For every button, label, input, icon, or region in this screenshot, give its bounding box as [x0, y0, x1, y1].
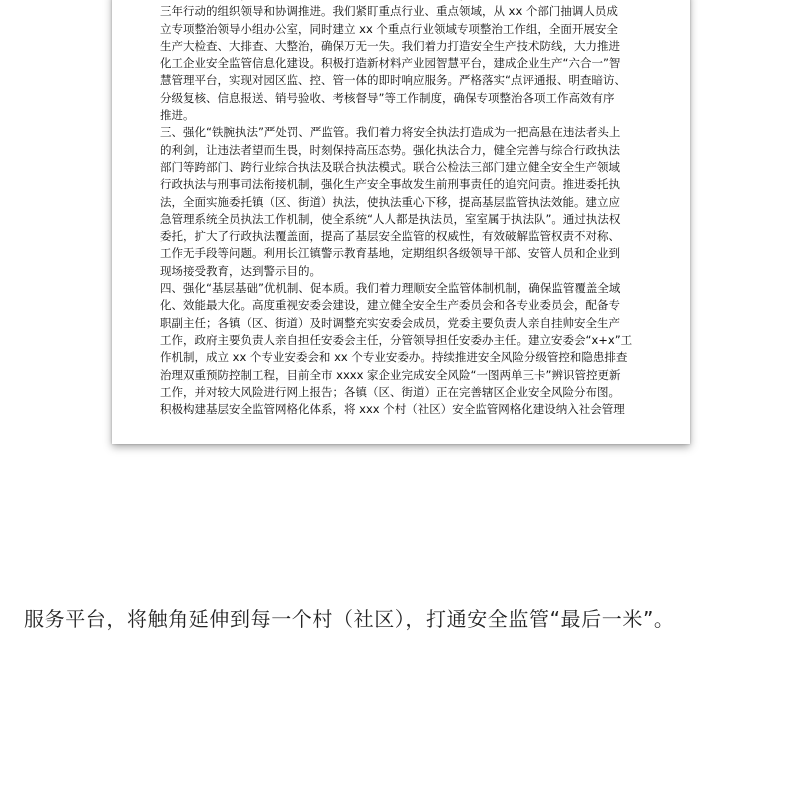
document-line: 三、强化“铁腕执法”严处罚、严监管。我们着力将安全执法打造成为一把高悬在违法者头上	[160, 125, 621, 140]
document-line: 积极构建基层安全监管网格化体系，将 xxx 个村（社区）安全监管网格化建设纳入社会管理	[160, 402, 625, 417]
document-body	[160, 0, 660, 418]
document-line: 委托，扩大了行政执法覆盖面，提高了基层安全监管的权威性，有效破解监管权责不对称、	[160, 229, 620, 244]
document-line: 慧管理平台，实现对园区监、控、管一体的即时响应服务。严格落实“点评通报、明查暗访、	[160, 73, 626, 88]
document-line: 立专项整治领导小组办公室，同时建立 xx 个重点行业领域专项整治工作组，全面开展安全	[160, 21, 618, 36]
document-line: 法，全面实施委托镇（区、街道）执法，使执法重心下移，提高基层监管执法效能。建立应	[160, 194, 620, 209]
document-line: 四、强化“基层基础”优机制、促本质。我们着力理顺安全监管体制机制，确保监管覆盖全域	[160, 281, 621, 296]
document-line: 三年行动的组织领导和协调推进。我们紧盯重点行业、重点领域，从 xx 个部门抽调人员成	[160, 4, 618, 19]
document-line: 行政执法与刑事司法衔接机制，强化生产安全事故发生前刑事责任的追究问责。推进委托执	[160, 177, 620, 192]
document-page	[112, 0, 690, 444]
document-line: 生产大检查、大排查、大整治，确保万无一失。我们着力打造安全生产技术防线，大力推进	[160, 38, 620, 53]
document-line: 部门等跨部门、跨行业综合执法及联合执法模式。联合公检法三部门建立健全安全生产领域	[160, 159, 620, 174]
document-line: 工作，政府主要负责人亲自担任安委会主任，分管领导担任安委办主任。建立安委会“x+x”工	[160, 332, 633, 347]
document-line: 职副主任；各镇（区、街道）及时调整充实安委会成员，党委主要负责人亲自挂帅安全生产	[160, 315, 620, 330]
document-line: 现场接受教育，达到警示目的。	[160, 263, 321, 278]
document-line: 治理双重预防控制工程，目前全市 xxxx 家企业完成安全风险“一图两单三卡”辨识管控更新	[160, 367, 621, 382]
caption-text: 服务平台，将触角延伸到每一个村（社区），打通安全监管“最后一米”。	[24, 607, 675, 631]
document-line: 推进。	[160, 108, 195, 123]
document-line: 工作无手段等问题。利用长江镇警示教育基地，定期组织各级领导干部、安管人员和企业到	[160, 246, 620, 261]
document-line: 急管理系统全员执法工作机制，使全系统“人人都是执法员，室室属于执法队”。通过执法权	[160, 211, 621, 226]
document-line: 作机制，成立 xx 个专业安委会和 xx 个专业安委办。持续推进安全风险分级管控和隐患排查	[160, 350, 628, 365]
document-line: 化、效能最大化。高度重视安委会建设，建立健全安全生产委员会和各专业委员会，配备专	[160, 298, 620, 313]
document-line: 工作，并对较大风险进行网上报告；各镇（区、街道）正在完善辖区企业安全风险分布图。	[160, 384, 620, 399]
document-line: 化工企业安全监管信息化建设。积极打造新材料产业园智慧平台，建成企业生产“六合一”智	[160, 56, 621, 71]
document-line: 的利剑，让违法者望而生畏，时刻保持高压态势。强化执法合力，健全完善与综合行政执法	[160, 142, 620, 157]
document-line: 分级复核、信息报送、销号验收、考核督导”等工作制度，确保专项整治各项工作高效有序	[160, 90, 615, 105]
